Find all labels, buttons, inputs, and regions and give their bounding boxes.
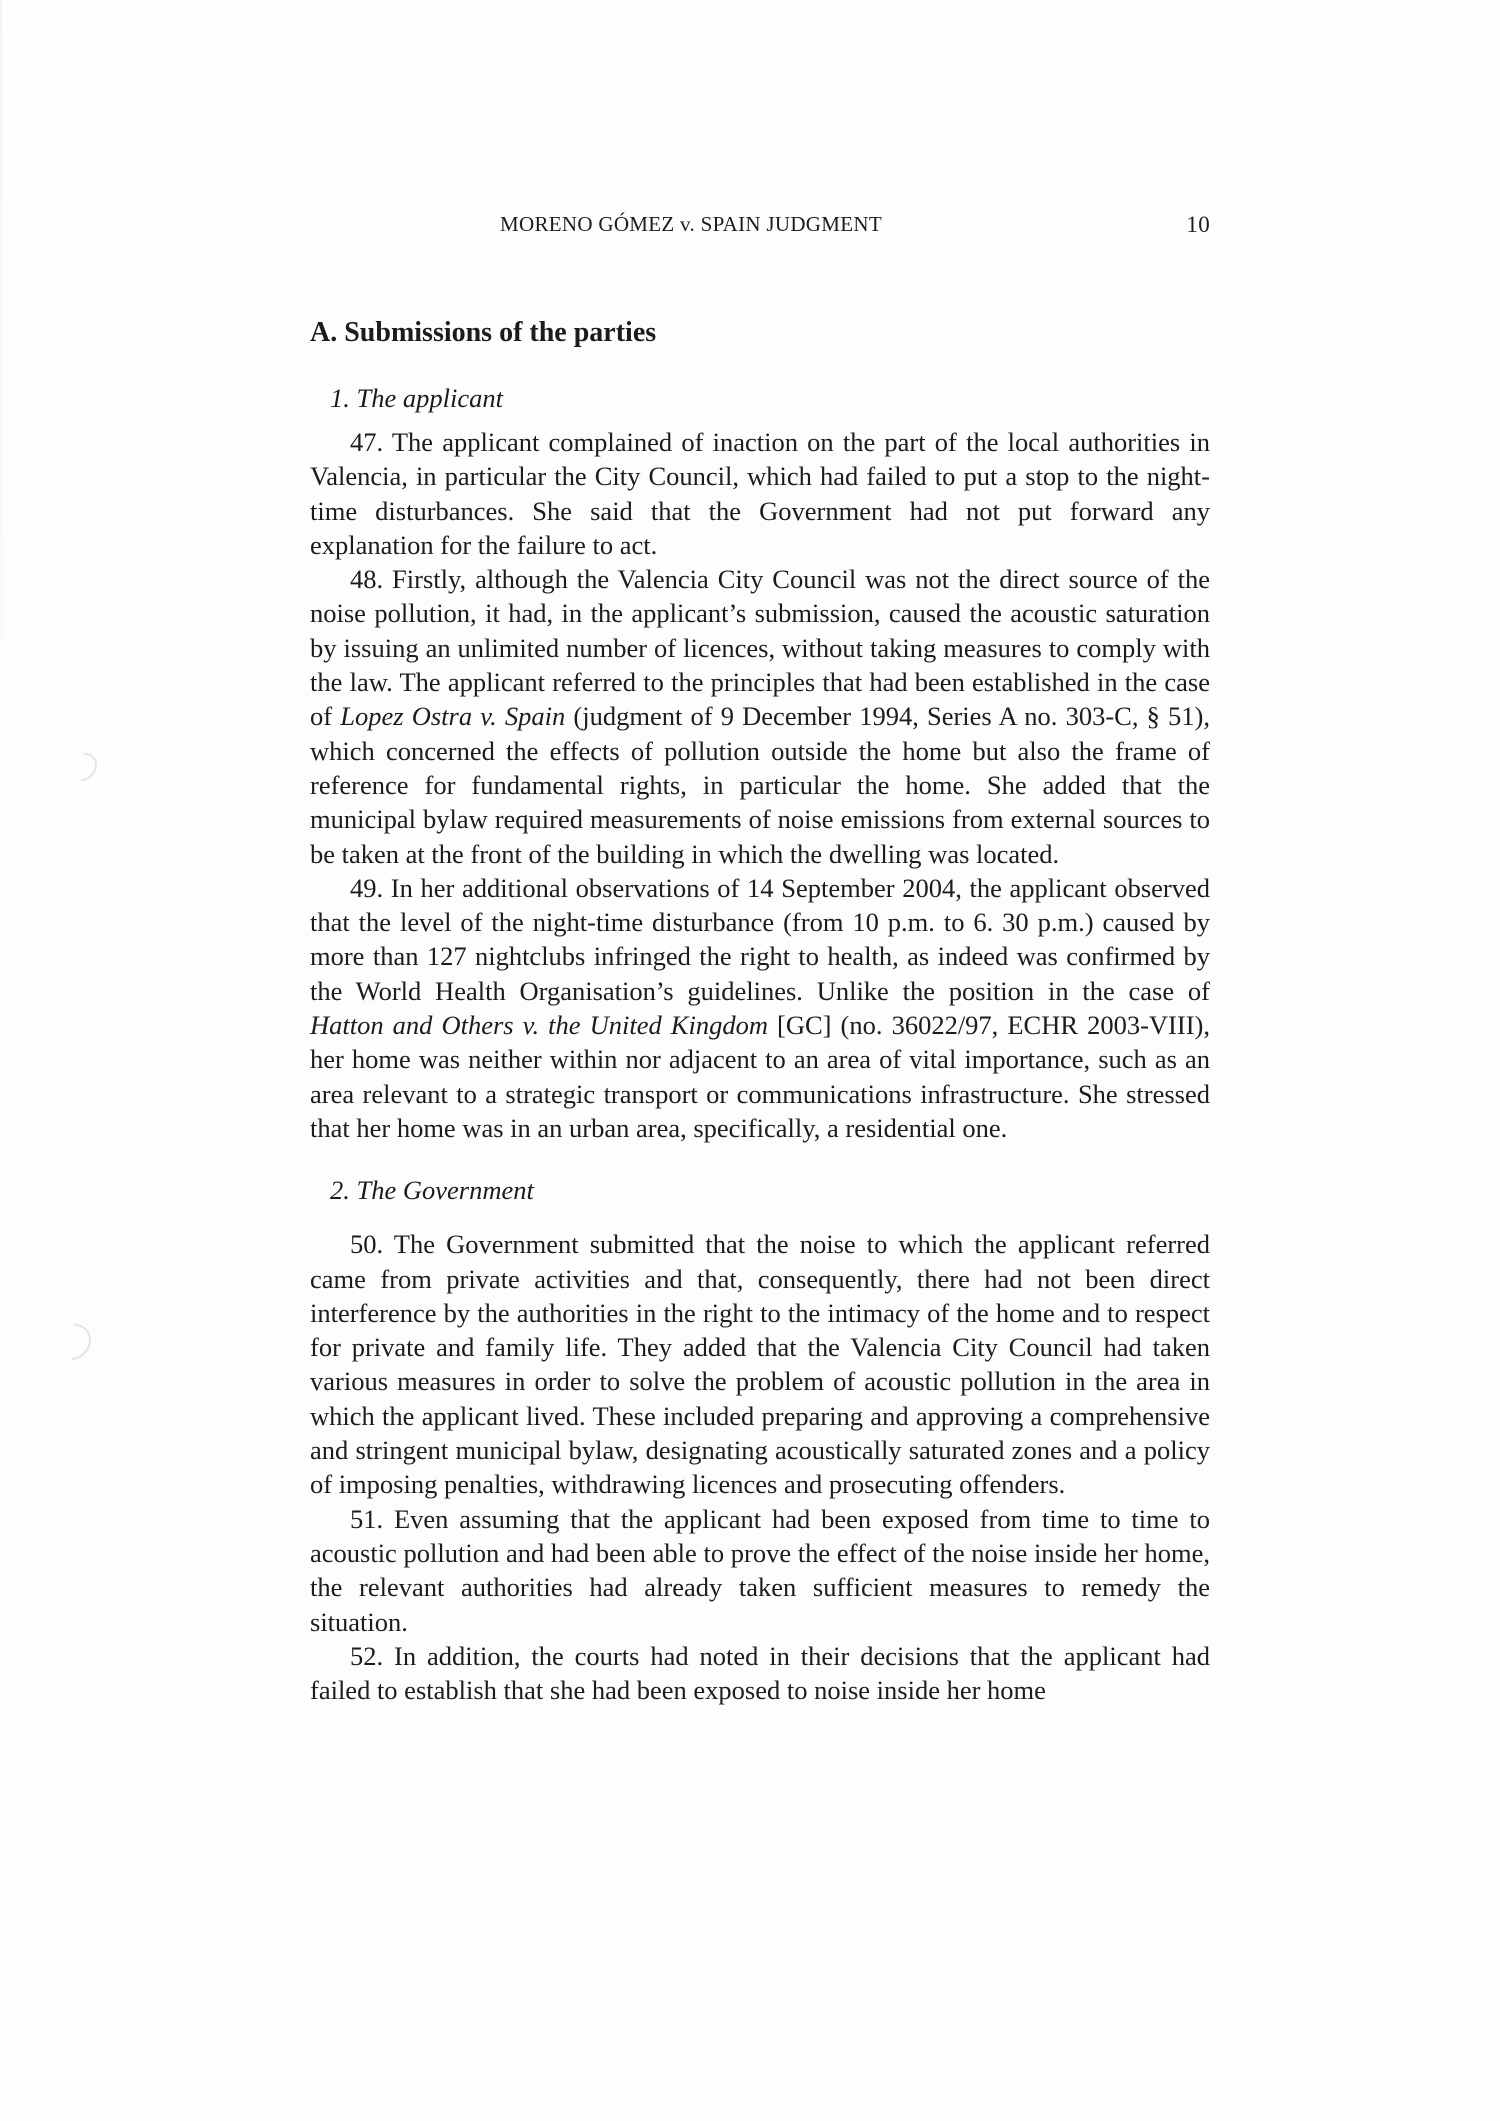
case-name: Lopez Ostra v. Spain [340, 701, 566, 732]
paragraph-47: 47. The applicant complained of inaction on the part of the local authorities in Valencia, in particular the City Council, which had failed to put a stop to the night-time disturbances. She said that the Government had not put forward any explanation for the failure to act. [310, 427, 1210, 560]
page-number: 10 [1186, 212, 1210, 237]
paragraph-52: 52. In addition, the courts had noted in their decisions that the applicant had failed to establish that she had been exposed to noise inside her home [310, 1640, 1210, 1706]
subsection-heading-government: 2. The Government [330, 1175, 534, 1206]
paragraph-48-text: (judgment of 9 December 1994, Series A no. 303-C, § 51), which concerned the effects of pollution outside the home but also the frame of reference for fundamental rights, in particular the home. She added that the municipal bylaw required measurements of noise emissions from external sources to be taken at the front of the building in which the dwelling was located. [310, 701, 1211, 869]
case-name: Hatton and Others v. the United Kingdom [310, 1010, 768, 1041]
running-title: MORENO GÓMEZ v. SPAIN JUDGMENT [500, 212, 882, 236]
paragraph-51: 51. Even assuming that the applicant had been exposed from time to time to acoustic pollution and had been able to prove the effect of the noise inside her home, the relevant authorities had already taken sufficient measures to remedy the situation. [310, 1503, 1210, 1637]
punch-hole-mark [48, 1317, 99, 1368]
page-edge-shadow [0, 0, 2, 1000]
paragraph-49-text: 49. In her additional observations of 14 September 2004, the applicant observed that the level of the night-time disturbance (from 10 p.m. to 6. 30 p.m.) caused by more than 127 nightclubs infringed the right to health, as indeed was confirmed by the World Health Organisation’s guidelines. Unlike the position in the case of [310, 872, 1210, 1006]
running-header [310, 212, 1210, 242]
document-body [310, 315, 1210, 1707]
paragraph-49-text: [GC] (no. 36022/97, ECHR 2003-VIII), her home was neither within nor adjacent to an area of vital importance, such as an area relevant to a strategic transport or communications infrastructure. She stressed that her home was in an urban area, specifically, a residential one. [310, 1010, 1210, 1143]
paragraph-49 [310, 871, 1210, 1145]
paragraph-50: 50. The Government submitted that the noise to which the applicant referred came from private activities and that, consequently, there had not been direct interference by the authorities in the right to the intimacy of the home and to respect for private and family life. They added that the Valencia City Council had taken various measures in order to solve the problem of acoustic pollution in the area in which the applicant lived. These included preparing and approving a comprehensive and stringent municipal bylaw, designating acoustically saturated zones and a policy of imposing penalties, withdrawing licences and prosecuting offenders. [310, 1229, 1210, 1500]
paragraph-48 [310, 562, 1210, 871]
section-heading: A. Submissions of the parties [310, 317, 657, 348]
punch-hole-mark [63, 747, 103, 787]
paragraph-48-text: 48. Firstly, although the Valencia City Council was not the direct source of the noise pollution, it had, in the applicant’s submission, caused the acoustic saturation by issuing an unlimited number of licences, without taking measures to comply with the law. The applicant referred to the principles that had been established in the case of [310, 564, 1210, 732]
subsection-heading-applicant: 1. The applicant [330, 383, 503, 413]
